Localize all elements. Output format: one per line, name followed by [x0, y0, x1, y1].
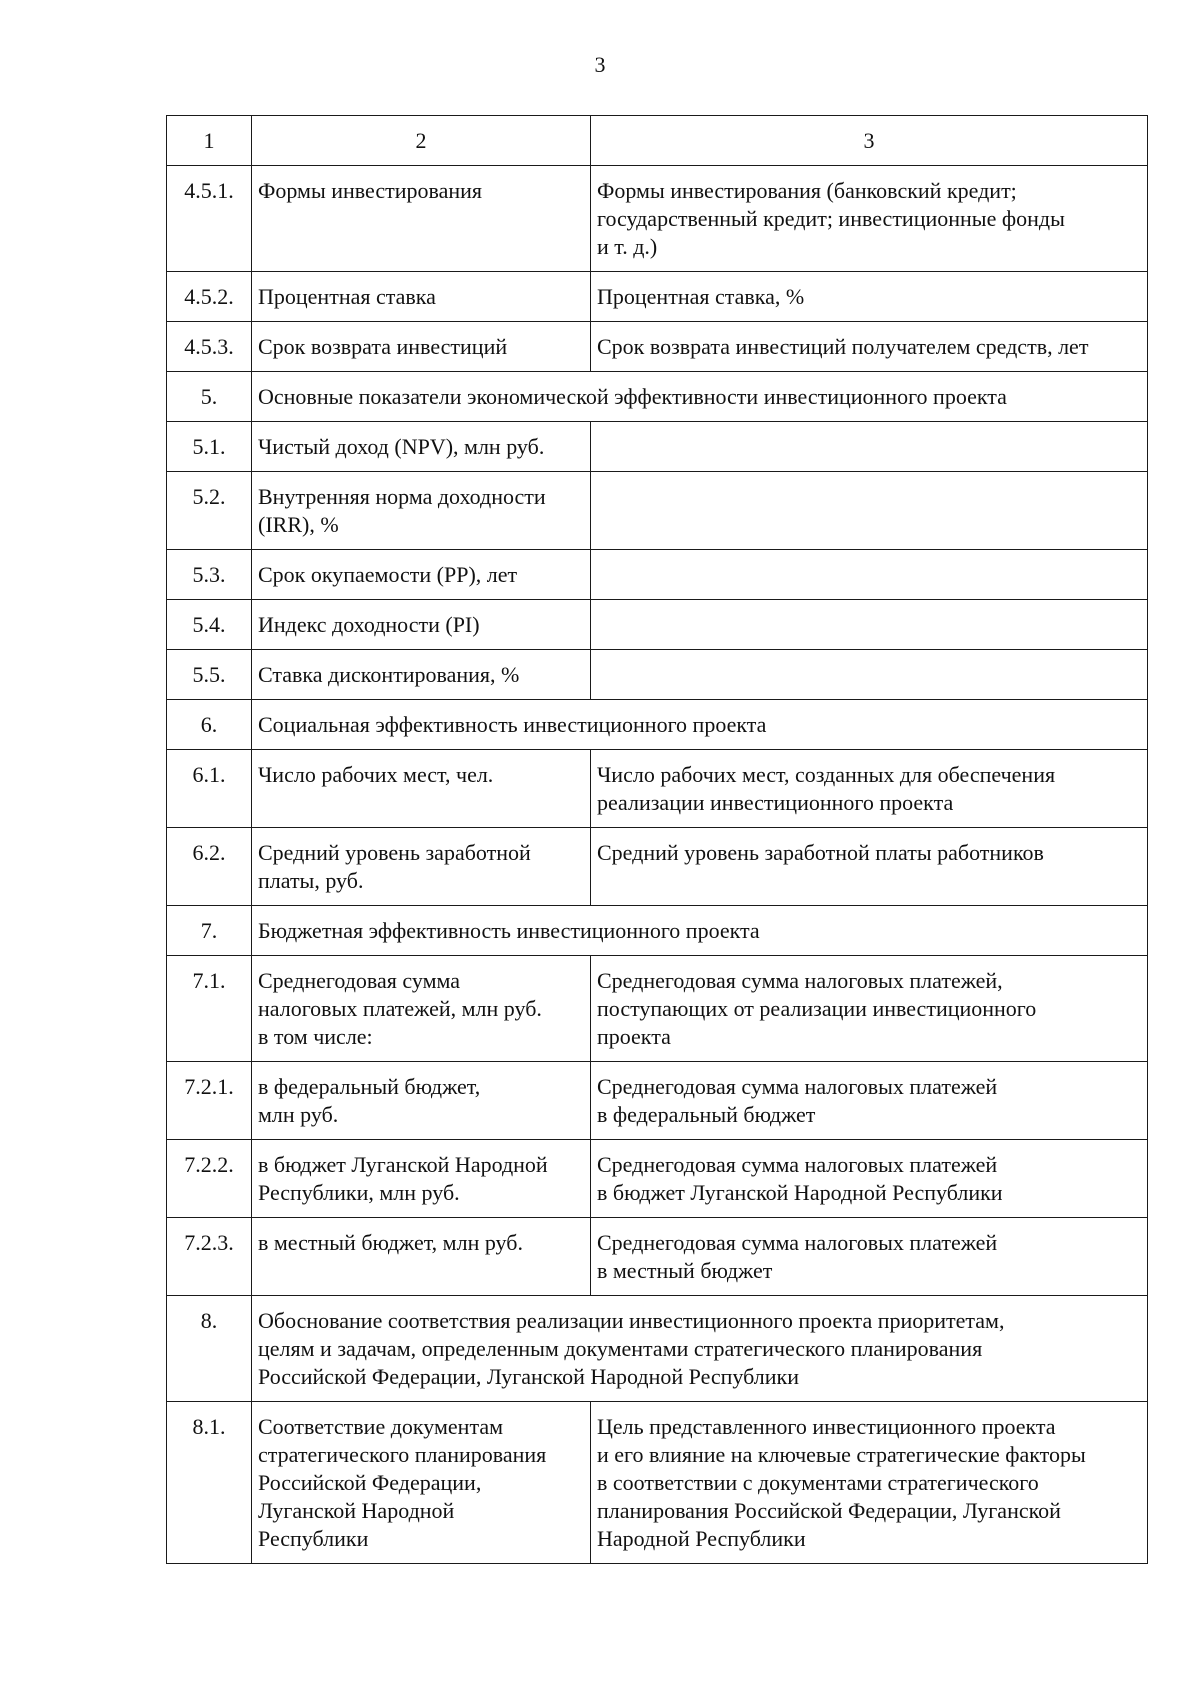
table-row: [167, 550, 1148, 600]
indicator-name: Формы инвестирования: [252, 166, 591, 272]
table-row: [167, 322, 1148, 372]
indicator-name: Ставка дисконтирования, %: [252, 650, 591, 700]
table-row: [167, 1218, 1148, 1296]
indicator-name: в местный бюджет, млн руб.: [252, 1218, 591, 1296]
row-number: 7.2.2.: [167, 1140, 252, 1218]
row-number: 5.: [167, 372, 252, 422]
row-number: 5.3.: [167, 550, 252, 600]
indicator-name: Соответствие документам стратегического планирования Российской Федерации, Луганской Народной Республики: [252, 1402, 591, 1564]
table-row: [167, 1402, 1148, 1564]
indicator-description: Среднегодовая сумма налоговых платежей в бюджет Луганской Народной Республики: [591, 1140, 1148, 1218]
table-row: [167, 472, 1148, 550]
section-row: [167, 1296, 1148, 1402]
indicator-description: [591, 600, 1148, 650]
indicator-name: Процентная ставка: [252, 272, 591, 322]
table-row: [167, 272, 1148, 322]
table-row: [167, 600, 1148, 650]
indicator-description: [591, 472, 1148, 550]
table-row: [167, 828, 1148, 906]
indicator-description: [591, 422, 1148, 472]
table-header-row: [167, 116, 1148, 166]
header-col-1: 1: [167, 116, 252, 166]
row-number: 4.5.3.: [167, 322, 252, 372]
row-number: 7.1.: [167, 956, 252, 1062]
table-body: [167, 116, 1148, 1564]
table-row: [167, 422, 1148, 472]
row-number: 8.: [167, 1296, 252, 1402]
indicator-name: Срок окупаемости (PP), лет: [252, 550, 591, 600]
indicator-description: Среднегодовая сумма налоговых платежей, поступающих от реализации инвестиционного проекта: [591, 956, 1148, 1062]
indicator-description: Формы инвестирования (банковский кредит; государственный кредит; инвестиционные фонды и т. д.): [591, 166, 1148, 272]
indicator-name: в федеральный бюджет, млн руб.: [252, 1062, 591, 1140]
indicator-name: Чистый доход (NPV), млн руб.: [252, 422, 591, 472]
indicator-description: [591, 550, 1148, 600]
indicator-name: Индекс доходности (PI): [252, 600, 591, 650]
section-row: [167, 906, 1148, 956]
table-row: [167, 1140, 1148, 1218]
header-col-3: 3: [591, 116, 1148, 166]
indicator-description: [591, 650, 1148, 700]
table-row: [167, 1062, 1148, 1140]
row-number: 5.1.: [167, 422, 252, 472]
indicator-name: Срок возврата инвестиций: [252, 322, 591, 372]
indicator-name: Внутренняя норма доходности (IRR), %: [252, 472, 591, 550]
indicator-name: Число рабочих мест, чел.: [252, 750, 591, 828]
header-col-2: 2: [252, 116, 591, 166]
section-row: [167, 700, 1148, 750]
indicator-description: Среднегодовая сумма налоговых платежей в местный бюджет: [591, 1218, 1148, 1296]
section-row: [167, 372, 1148, 422]
indicator-name: в бюджет Луганской Народной Республики, млн руб.: [252, 1140, 591, 1218]
row-number: 7.: [167, 906, 252, 956]
indicator-name: Средний уровень заработной платы, руб.: [252, 828, 591, 906]
row-number: 7.2.3.: [167, 1218, 252, 1296]
row-number: 6.2.: [167, 828, 252, 906]
indicators-table: [166, 115, 1148, 1564]
indicator-description: Средний уровень заработной платы работников: [591, 828, 1148, 906]
section-title: Основные показатели экономической эффективности инвестиционного проекта: [252, 372, 1148, 422]
row-number: 6.: [167, 700, 252, 750]
indicator-description: Процентная ставка, %: [591, 272, 1148, 322]
section-title: Обоснование соответствия реализации инвестиционного проекта приоритетам, целям и задачам, определенным документами стратегического планирования Российской Федерации, Луганской Народной Республики: [252, 1296, 1148, 1402]
section-title: Социальная эффективность инвестиционного проекта: [252, 700, 1148, 750]
table-row: [167, 166, 1148, 272]
indicator-description: Срок возврата инвестиций получателем средств, лет: [591, 322, 1148, 372]
indicator-description: Цель представленного инвестиционного проекта и его влияние на ключевые стратегические факторы в соответствии с документами стратегического планирования Российской Федерации, Луганской Народной Республики: [591, 1402, 1148, 1564]
row-number: 4.5.1.: [167, 166, 252, 272]
table-row: [167, 750, 1148, 828]
row-number: 5.4.: [167, 600, 252, 650]
row-number: 4.5.2.: [167, 272, 252, 322]
row-number: 5.5.: [167, 650, 252, 700]
indicator-name: Среднегодовая сумма налоговых платежей, млн руб. в том числе:: [252, 956, 591, 1062]
table-row: [167, 956, 1148, 1062]
row-number: 7.2.1.: [167, 1062, 252, 1140]
row-number: 6.1.: [167, 750, 252, 828]
row-number: 8.1.: [167, 1402, 252, 1564]
section-title: Бюджетная эффективность инвестиционного проекта: [252, 906, 1148, 956]
table-row: [167, 650, 1148, 700]
page-number: 3: [594, 52, 606, 77]
row-number: 5.2.: [167, 472, 252, 550]
indicator-description: Число рабочих мест, созданных для обеспечения реализации инвестиционного проекта: [591, 750, 1148, 828]
indicator-description: Среднегодовая сумма налоговых платежей в федеральный бюджет: [591, 1062, 1148, 1140]
